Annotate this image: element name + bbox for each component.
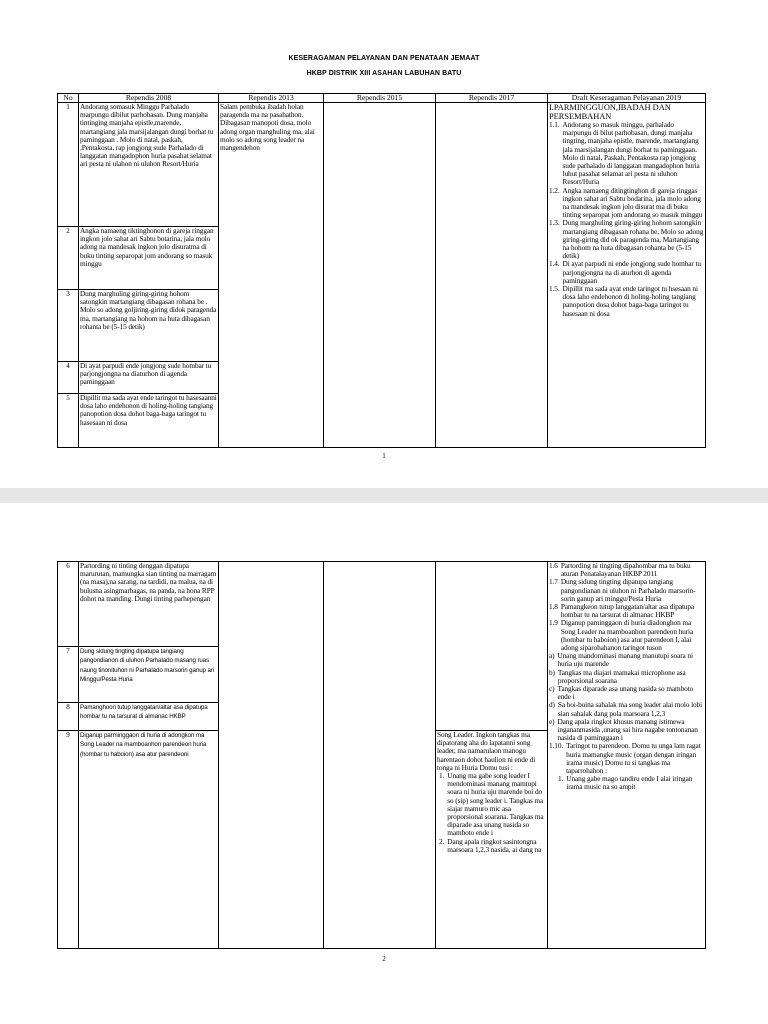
list-item: [549, 619, 704, 652]
comparison-table-page-2: [57, 561, 706, 949]
document-subtitle: HKBP DISTRIK XIII ASAHAN LABUHAN BATU: [306, 70, 462, 77]
list-item: [549, 652, 704, 668]
sub-list-item: [558, 775, 704, 791]
list-item: [549, 685, 704, 701]
item-text: Andorang so masuk minggu, parhalado marpungu di bilut parhobasan, dungi manjaha tingting, manjaha epistle, marende, martangiang jala marsijalangan dungi borhat tu paminggaan. Molo di natal, Paskah, Pentakosta rap jongjong sude parhalado di langgatan mangadophon huria luhut pasahat selamat ari pesta ni uluhon Resort/Huria: [562, 120, 700, 187]
item-text: Unang gabe mago tandiru ende I alai iringan irama music na so ampit: [566, 774, 693, 792]
list-item: [549, 121, 704, 187]
item-text: Unang mandominasi manang manutupi soara ni huria uju marende: [557, 651, 693, 669]
item-text: Di ayat parpudi ni ende jongjong sude hombar tu parjongjongna na di aturhon di agenda paminggaan: [562, 259, 701, 285]
table-row: [58, 103, 706, 227]
header-rependis-2013: Rependis 2013: [219, 94, 324, 103]
rependis-2013-cell: Salam pembuka ibadah holan paragenda ma na pasahathon. Dibagasan manopoti dosa, molo adong organ manghuling ma, alai molo so adong song leader na mangendehon: [219, 103, 324, 448]
row-number: 7: [58, 647, 79, 703]
rependis-2008-cell: Dung sidung tingting dipatupa tangiang pangondianon di uluhon Parhalado masang ruas naung tinonituhon ni Parhalado marsorin ganup ari Minggu/Pesta Huria: [79, 647, 219, 703]
list-item: [549, 718, 704, 743]
list-item: [549, 701, 704, 717]
rependis-2008-cell: Pamanghoon tutup langgatan/altar asa dipatupa hombar tu na tarsurat di almanac HKBP: [79, 703, 219, 731]
rependis-2017-cell: [436, 562, 548, 731]
list-item: [439, 772, 546, 838]
rependis-2008-cell: Diganup parminggaon di huria di adongkon ma Song Leader na mamboanhon parendeon huria (hombar tu haboion) asa atur parendeoni: [79, 731, 219, 949]
item-text: Unang ma gabe song leader I mendominasi manang mamtupi soara ni huria uju marende boi do so (sip) song leader i. Tangkas ma siajar mamuro mic asa proporsional soarana. Tangkas ma diparade asa unang nasida so mamboto ende i: [447, 771, 544, 838]
page-number: 1: [382, 452, 386, 460]
list-item: [549, 219, 704, 260]
header-no: No: [58, 94, 79, 103]
item-number: 1.: [558, 774, 564, 784]
document-page-2: [0, 503, 768, 1024]
header-rependis-2008: Rependis 2008: [79, 94, 219, 103]
header-draft-2019: Draft Keseragaman Pelayanan 2019: [548, 94, 706, 103]
item-text: Pamangkeon tutup langgatan/altar asa dipatupa hombar tu na tarsurat di almanac HKBP: [560, 602, 695, 620]
item-number: 1.7: [549, 577, 558, 587]
item-letter: e): [549, 716, 555, 726]
header-rependis-2015: Rependis 2015: [324, 94, 436, 103]
item-number: 1.9: [549, 618, 558, 628]
rependis-2008-cell: Dung marghuling giring-giring hohom satongkin martangiang dibagasan rohana be . Molo so adong goljiring-giring didok paragenda ma, martangiang na hohom na huta dibagasan rohanta be (5-15 detik): [79, 290, 219, 362]
item-text: Dipillit ma sada ayat ende taringot tu hsesaan ni dosa laho endehonon di holing-holing tangiang panopotion dosa dohot baga-baga taringot tu hasesaan ni dosa: [562, 284, 698, 318]
rependis-2017-cell: [436, 731, 548, 949]
row-number: 6: [58, 562, 79, 647]
draft-2019-cell: [548, 103, 706, 448]
list-item: [549, 187, 704, 220]
rependis-2008-cell: Di ayat parpudi ende jongjong sude hombar tu parjongjongna na diaturhon di agenda paminggaan: [79, 362, 219, 394]
header-rependis-2017: Rependis 2017: [436, 94, 548, 103]
item-letter: a): [549, 651, 555, 661]
rependis-2008-cell: Dipillit ma sada ayat ende taringot tu hasesaanni dosa laho endehonon di holing-holing tangiang panopotion dosa dohot baga-baga taringot tu hasesaan ni dosa: [79, 394, 219, 448]
item-number: 1.3.: [549, 218, 560, 228]
row-number: 2: [58, 227, 79, 290]
item-number: 1.8: [549, 602, 558, 612]
row-number: 5: [58, 394, 79, 448]
item-text: Dang apala ringkot khusus manang istimewa ingananmasida ,unang sai hira nagabe tontonanan nasida di paminggaan i: [557, 716, 698, 743]
rependis-2008-cell: Andorang somasuk Minggu Parhalado marpungu dibilut parhobasan. Dung manjaha tintinging manjaha epistle,marende, martangiang jala marsijalangan dungi borhat tu paminggaan . Molo di natal, paskah, ,Pentakosta, rap jongjong sude Parhalado di langgatan mangadophon huria pasahat selamat ari pesta ni ulahon ni uluhon Resort/Huria: [79, 103, 219, 227]
page-number: 2: [382, 955, 386, 963]
song-leader-intro: Song Leader. Ingkon tangkas ma dipatorang aha do lapatanni song leader, ma namarulaon manogu harentaon dohot haulion ni ende di tonga ni Huria Domu tusi :: [437, 730, 536, 772]
comparison-table-page-1: [57, 93, 706, 448]
list-item: [549, 669, 704, 685]
item-number: 2.: [439, 836, 445, 846]
rependis-2008-cell: Partording ni tinting denggan dipatupa marurutan, mamungka sian tinting na marragam (na masa),na sarang, na tardidi, na malua, na di bulusna asingmarbagas, na panda, na hona RPP dohot na manding. Dungi tinting parhepengan: [79, 562, 219, 647]
list-item: [549, 562, 704, 578]
item-text: Dang apala ringkot sasintongna marsoara 1,2,3 nasida, ai dang na: [447, 836, 542, 854]
item-text: Tangkas diparade asa unang nasida so mamboto ende i: [557, 684, 694, 702]
document-page-1: [0, 0, 768, 488]
item-text: Diganup paminggaon di huria diadonghon ma Song Leader na mamboanhon parendeon huria (hombar tu haboion) asa atur parendeon I, alai adong siparohahanon taringot tuson: [560, 618, 694, 653]
item-letter: c): [549, 684, 555, 694]
list-item: [549, 578, 704, 603]
item-number: 1.1.: [549, 120, 560, 129]
item-letter: d): [549, 700, 555, 710]
list-item: [549, 260, 704, 285]
row-number: 3: [58, 290, 79, 362]
item-text: Partording ni tingting dipahombar ma tu buku aturan Penatalayanan HKBP 2011: [560, 561, 691, 579]
list-item: [549, 603, 704, 619]
row-number: 9: [58, 731, 79, 949]
rependis-2015-cell: [324, 562, 436, 949]
table-header-row: [58, 94, 706, 103]
item-number: 1.4.: [549, 259, 560, 269]
item-number: 1.10.: [549, 741, 564, 751]
draft-2019-cell: [548, 562, 706, 949]
item-number: 1.5.: [549, 284, 560, 294]
item-text: Sa boi-boina sahalak ma song leader alai molo lobi sian sahalak dang pola marsoara 1,2,3: [557, 700, 703, 718]
rependis-2015-cell: [324, 103, 436, 448]
item-text: Dung marghuling giring-giring hohom satongkin martangiang dibagasan rohana be, Molo so adong giring-giring did ok paragenda ma, Martangiang na hohom na huta dibagasan rohanta be (5-15 detik): [562, 218, 704, 261]
item-text: Angka namaeng ditingtinghon di gareja ringgas ingkon sahat ari Sabtu bodarina, jala molo adong na mandesak ingkon jolo disurat ma di buku tinting separopat jom andorang so masuk minggu: [562, 185, 703, 220]
rependis-2017-cell: [436, 103, 548, 448]
item-number: 1.2.: [549, 185, 560, 195]
rependis-2013-cell: [219, 562, 324, 949]
document-title: KESERAGAMAN PELAYANAN DAN PENATAAN JEMAAT: [288, 55, 480, 62]
section-heading: I.PARMINGGUON,IBADAH DAN PERSEMBAHAN: [549, 103, 671, 121]
row-number: 4: [58, 362, 79, 394]
row-number: 8: [58, 703, 79, 731]
item-number: 1.: [439, 771, 445, 781]
rependis-2008-cell: Angka namaeng tiktinghonon di gareja ringgan ingkon jolo sahat ari Sabtu botarina, jala molo adong na mandesak ingkon jolo disuratma di buku tinting separopat jom andorang so masuk minggu: [79, 227, 219, 290]
row-number: 1: [58, 103, 79, 227]
item-text: Dung sidung tingting dipatupa tangiang pangondianan ni uluhon ni Parhalado marsorin-sorin ganup ari minggu/Pesta Huria: [560, 577, 696, 603]
item-text: Tangkas ma diajari mamakai microphone asa proporsional soarana: [557, 667, 686, 685]
item-letter: b): [549, 667, 555, 677]
list-item: [549, 742, 704, 775]
item-text: Taringot tu parendeon. Domu tu unga lam ragat huria mamangke music (organ dengan iringan irama music) Domu tu si tangkas ma taparrohahon :: [566, 741, 701, 776]
list-item: [549, 285, 704, 318]
list-item: [439, 838, 546, 854]
table-row: [58, 562, 706, 647]
item-number: 1.6: [549, 561, 558, 570]
